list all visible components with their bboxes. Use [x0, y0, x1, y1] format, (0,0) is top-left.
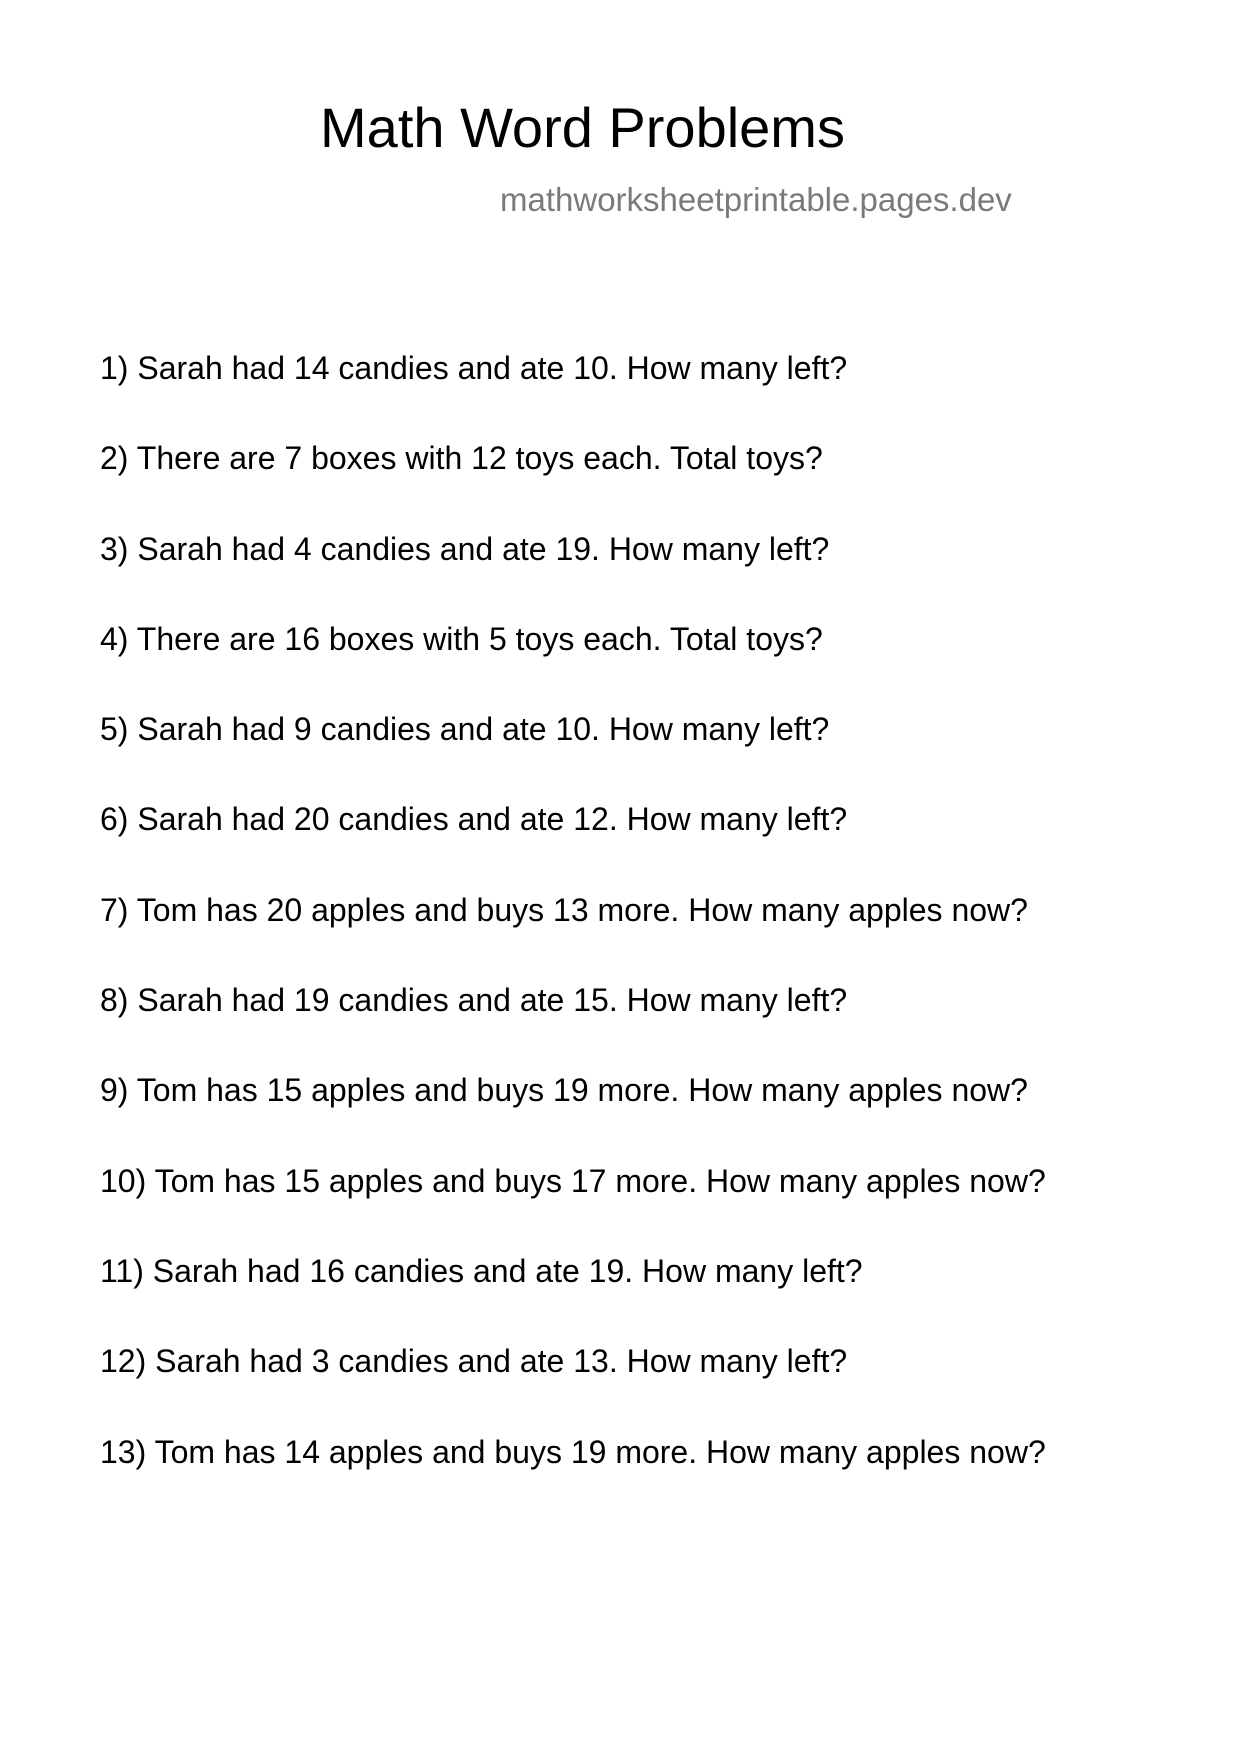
- source-url: mathworksheetprintable.pages.dev: [500, 181, 1012, 218]
- problem-item: 1) Sarah had 14 candies and ate 10. How many left?: [100, 350, 848, 386]
- page-title: Math Word Problems: [320, 96, 845, 159]
- problem-item: 3) Sarah had 4 candies and ate 19. How many left?: [100, 530, 830, 567]
- problem-item: 4) There are 16 boxes with 5 toys each. Total toys?: [100, 620, 823, 657]
- problem-item: 7) Tom has 20 apples and buys 13 more. How many apples now?: [100, 891, 1028, 928]
- problem-item: 13) Tom has 14 apples and buys 19 more. How many apples now?: [100, 1433, 1046, 1470]
- problem-item: 5) Sarah had 9 candies and ate 10. How many left?: [100, 711, 830, 748]
- problem-item: 2) There are 7 boxes with 12 toys each. Total toys?: [100, 440, 823, 477]
- problem-item: 6) Sarah had 20 candies and ate 12. How many left?: [100, 801, 848, 838]
- problem-item: 8) Sarah had 19 candies and ate 15. How many left?: [100, 982, 848, 1019]
- problem-item: 10) Tom has 15 apples and buys 17 more. How many apples now?: [100, 1162, 1046, 1199]
- problem-item: 12) Sarah had 3 candies and ate 13. How many left?: [100, 1343, 848, 1380]
- problem-item: 9) Tom has 15 apples and buys 19 more. How many apples now?: [100, 1072, 1028, 1109]
- problem-item: 11) Sarah had 16 candies and ate 19. How many left?: [100, 1252, 863, 1289]
- problem-list: [100, 346, 1046, 1520]
